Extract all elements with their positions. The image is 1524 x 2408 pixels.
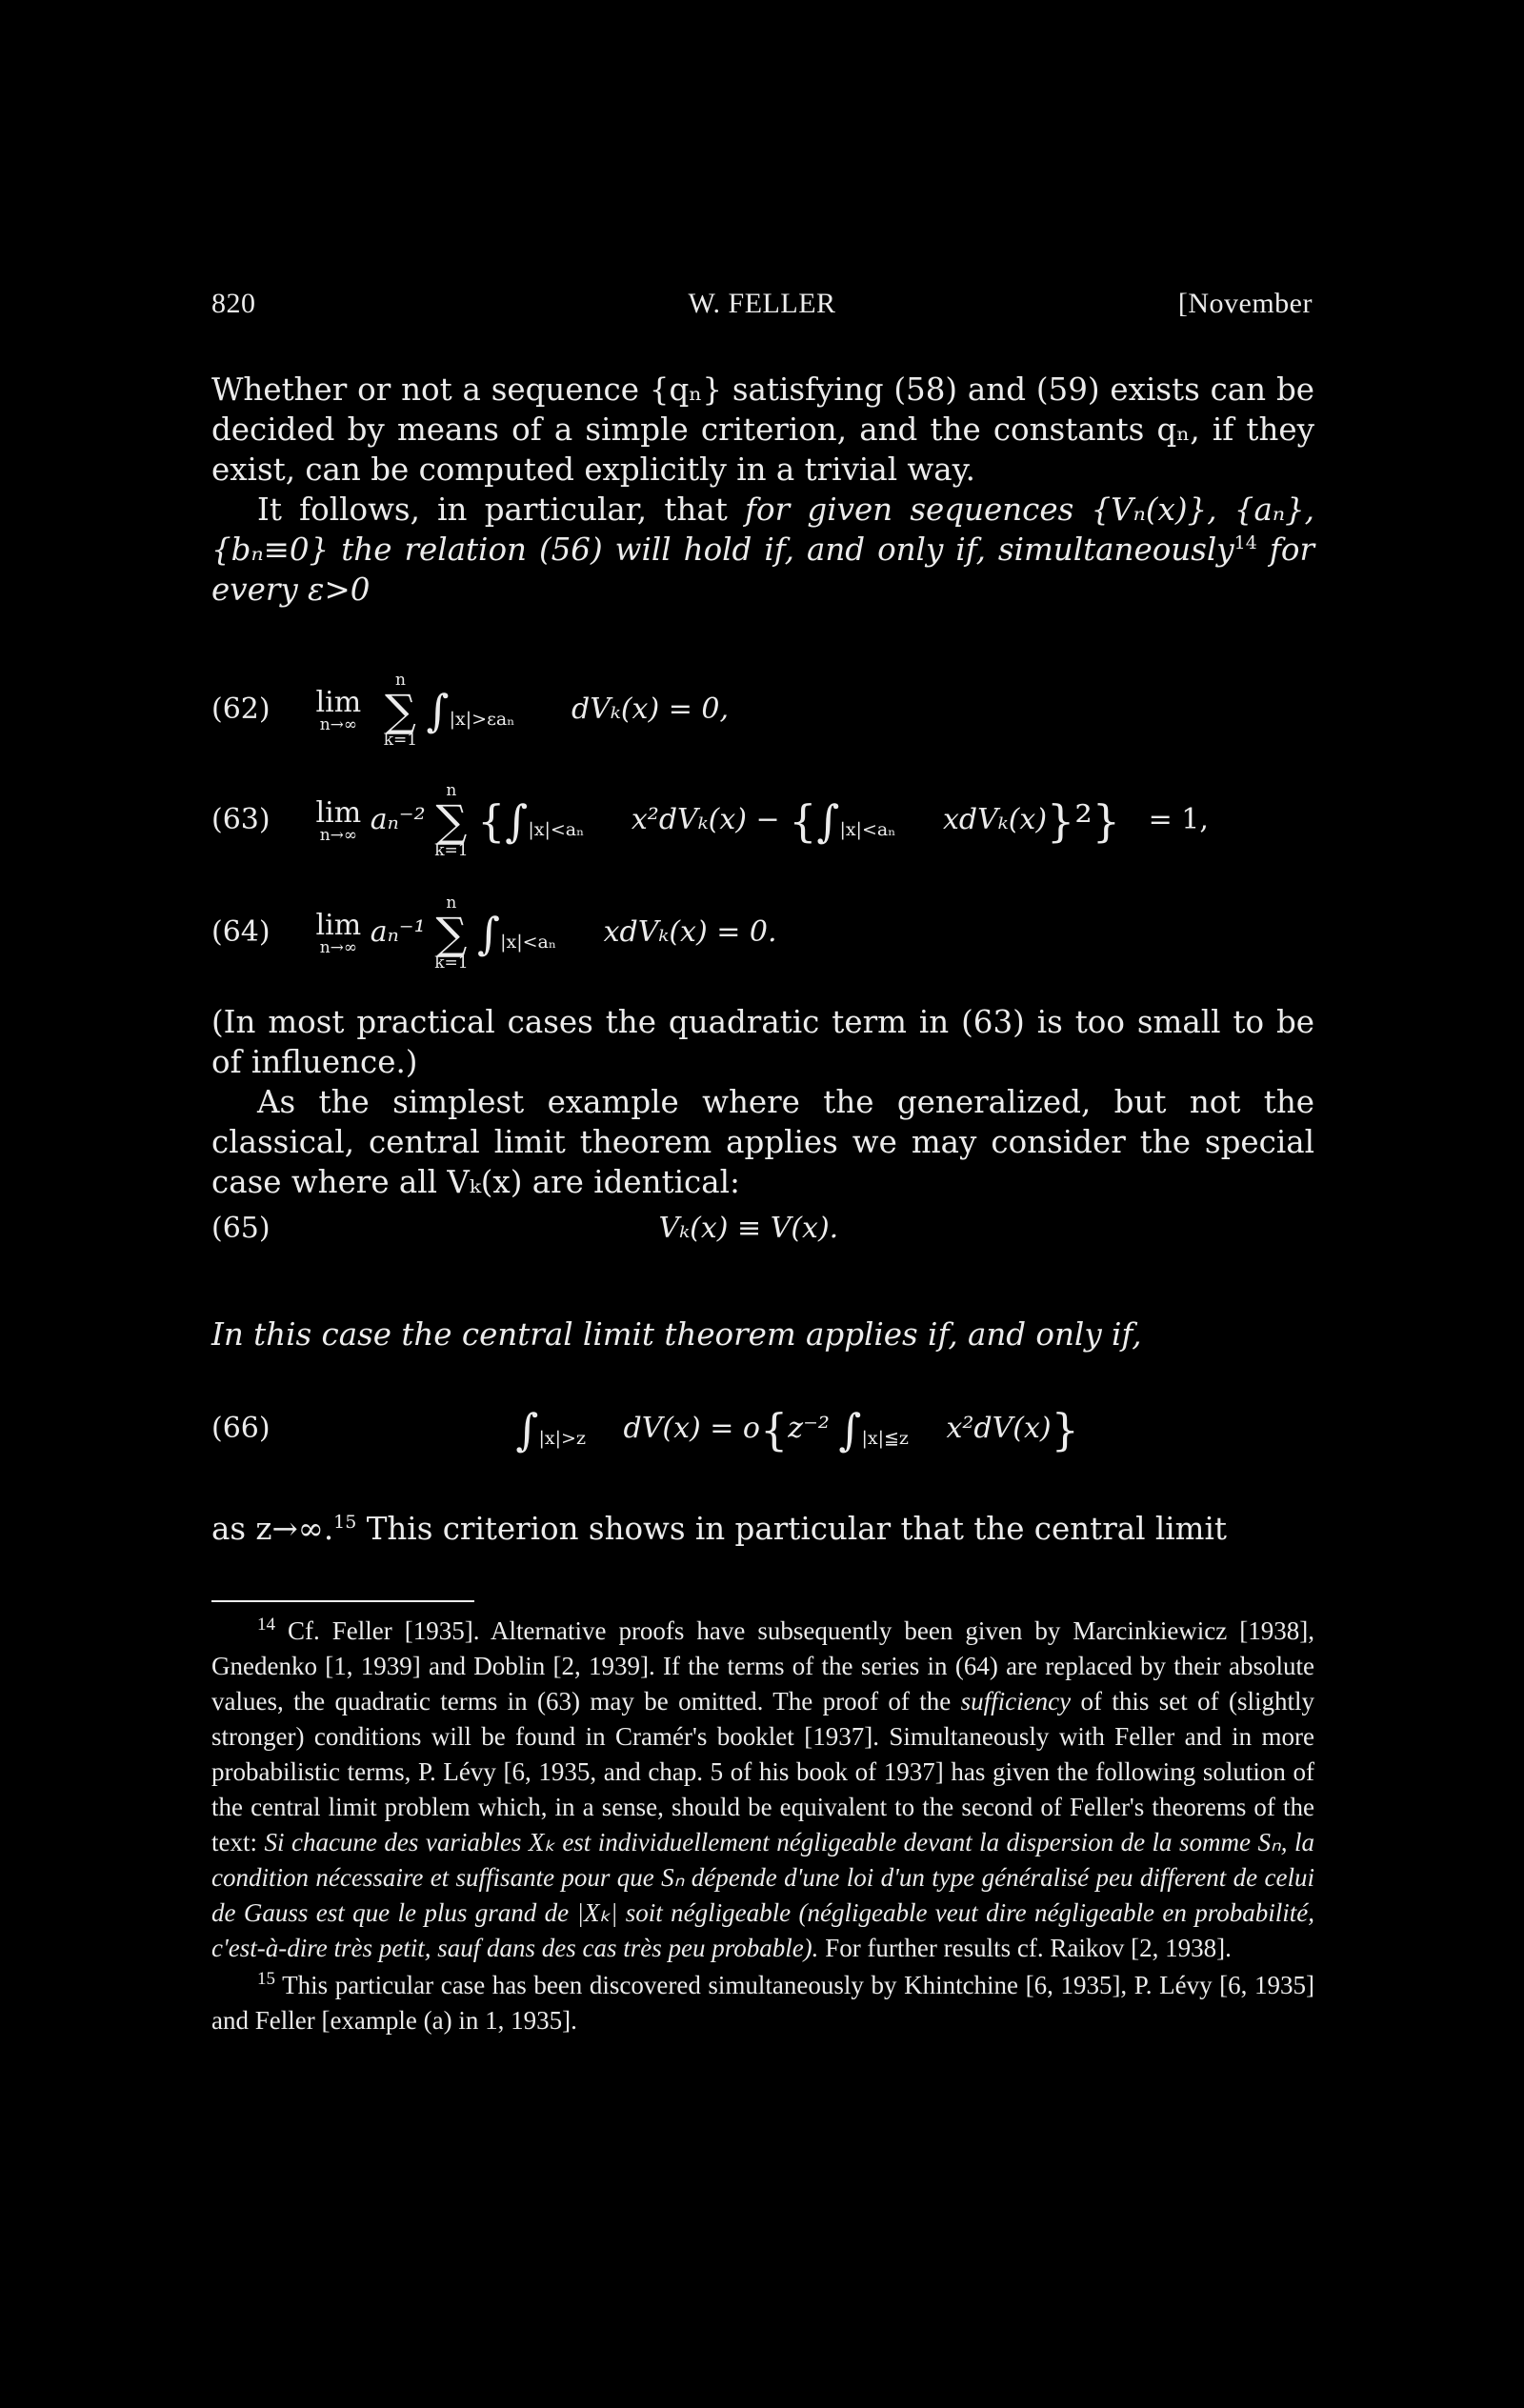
issue-month: [November xyxy=(1177,288,1313,319)
body-text-top xyxy=(211,370,1314,610)
footnote-ref-15: 15 xyxy=(333,1512,357,1534)
footnote-15: $^{15}$ This particular case has been discovered simultaneously by Khintchine [6, 1935], P. Lévy [6, 1935] and Feller [example (a) in 1, 1935]. xyxy=(211,1969,1314,2035)
paragraph-criterion: Whether or not a sequence {qₙ} satisfying (58) and (59) exists can be decided by means of a simple criterion, and the constants qₙ, if they exist, can be computed explicitly in a trivial way. xyxy=(211,371,1314,488)
paragraph-conditions: It follows, in particular, that for given sequences {Vₙ(x)}, {aₙ}, {bₙ≡0} the relation (56) will hold if, and only if, simultaneously$^{14}$ for every ε>0 xyxy=(211,492,1314,608)
equation-63: (63) lim n→∞ aₙ⁻² n ∑ k=1 {$\int_{|x|<a_n}$ $x^2dV_k(x) - \{\int_{|x|<a_n}$ xdVₖ(x)}²} = 1, xyxy=(211,781,1209,860)
equation-64: (64) lim n→∞ aₙ⁻¹ n ∑ k=1 $\int_{|x|<a_n}$ xdVₖ(x) = 0. xyxy=(211,893,777,973)
paragraph-criterion-shows: as z→∞.$^{15}$ This criterion shows in particular that the central limit xyxy=(211,1511,1227,1547)
footnotes xyxy=(211,1614,1314,2040)
footnote-divider xyxy=(211,1600,474,1602)
equation-62: (62) lim n→∞ n ∑ k=1 $\int_{|x|>\varepsilon a_n}$ dVₖ(x) = 0, xyxy=(211,671,729,750)
paragraph-simplest-example: As the simplest example where the generalized, but not the classical, central limit theorem applies we may consider the special case where all Vₖ(x) are identical: xyxy=(211,1084,1314,1200)
running-head: W. FELLER xyxy=(688,288,836,319)
page-header xyxy=(211,288,1313,326)
footnote-ref-14: 14 xyxy=(1233,532,1257,554)
body-text-middle xyxy=(211,1002,1314,1202)
equation-66: (66) $\int_{|x|>z}$ dV(x) = o{z⁻² $\int_{|x|≦z}$ x²dV(x)} xyxy=(211,1404,1079,1455)
page-number: 820 xyxy=(211,288,256,319)
paragraph-quadratic-note: (In most practical cases the quadratic term in (63) is too small to be of influence.) xyxy=(211,1004,1314,1080)
equation-65: (65) Vₖ(x) ≡ V(x). xyxy=(211,1212,839,1245)
paragraph-this-case: In this case the central limit theorem applies if, and only if, xyxy=(211,1316,1142,1353)
footnote-14: $^{14}$ Cf. Feller [1935]. Alternative proofs have subsequently been given by Marcinkiewicz [1938], Gnedenko [1, 1939] and Doblin [2, 1939]. If the terms of the series in (64) are replaced by their absolute values, the quadratic terms in (63) may be omitted. The proof of the sufficiency of this set of (slightly stronger) conditions will be found in Cramér's booklet [1937]. Simultaneously with Feller and in more probabilistic terms, P. Lévy [6, 1935, and chap. 5 of his book of 1937] has given the following solution of the central limit problem which, in a sense, should be equivalent to the second of Feller's theorems of the text: Si chacune des variables Xₖ est individuellement négligeable devant la dispersion de la somme Sₙ, la condition nécessaire et suffisante pour que Sₙ dépende d'une loi d'un type généralisé peu different de celui de Gauss est que le plus grand de |Xₖ| soit négligeable (négligeable veut dire négligeable en probabilité, c'est-à-dire très petit, sauf dans des cas très peu probable). For further results cf. Raikov [2, 1938]. xyxy=(211,1615,1315,1962)
